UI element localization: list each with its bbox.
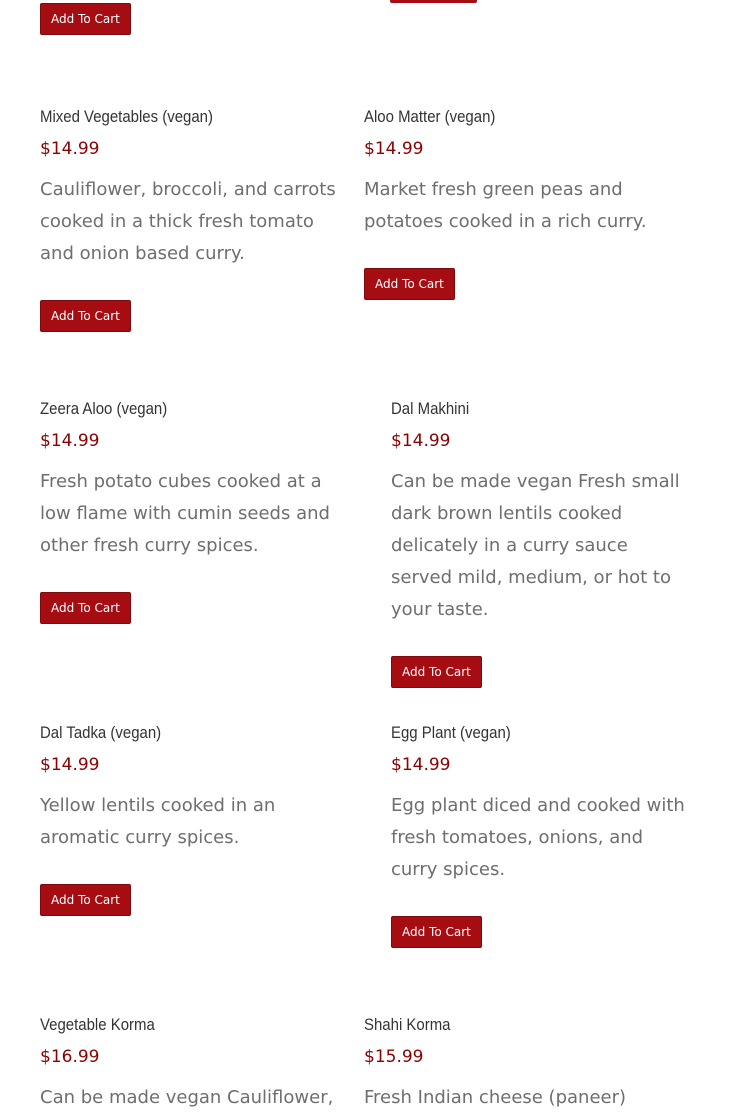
add-to-cart-button[interactable]: [390, 0, 477, 3]
add-to-cart-button[interactable]: Add To Cart: [40, 884, 131, 916]
item-price: $14.99: [391, 431, 451, 451]
item-description: Fresh potato cubes cooked at a low flame with cumin seeds and other fresh curry spices.: [40, 471, 330, 556]
item-price: $16.99: [40, 1047, 100, 1067]
item-name: Dal Makhini: [391, 399, 470, 418]
item-description: Market fresh green peas and potatoes cooked in a rich curry.: [364, 179, 647, 232]
add-to-cart-button[interactable]: Add To Cart: [391, 656, 482, 688]
item-price: $15.99: [364, 1047, 424, 1067]
item-name: Shahi Korma: [364, 1015, 451, 1034]
item-name: Mixed Vegetables (vegan): [40, 107, 213, 126]
item-price: $14.99: [391, 755, 451, 775]
item-name: Zeera Aloo (vegan): [40, 399, 168, 418]
item-name: Vegetable Korma: [40, 1015, 155, 1034]
item-name: Aloo Matter (vegan): [364, 107, 496, 126]
item-price: $14.99: [364, 139, 424, 159]
menu-item: [364, 106, 654, 300]
menu-item: [40, 1014, 340, 1114]
menu-item: [391, 398, 691, 688]
item-description: Cauliflower, broccoli, and carrots cooked in a thick fresh tomato and onion based curry.: [40, 179, 336, 264]
item-name: Egg Plant (vegan): [391, 723, 511, 742]
menu-item: [391, 722, 691, 948]
add-to-cart-button[interactable]: Add To Cart: [364, 268, 455, 300]
item-price: $14.99: [40, 139, 100, 159]
item-description: Can be made vegan Cauliflower,: [40, 1087, 334, 1108]
item-description: Yellow lentils cooked in an aromatic curry spices.: [40, 795, 276, 848]
item-description: Can be made vegan Fresh small dark brown lentils cooked delicately in a curry sauce served mild, medium, or hot to your taste.: [391, 471, 680, 620]
item-description: Fresh Indian cheese (paneer): [364, 1087, 627, 1108]
menu-item: [40, 722, 290, 916]
add-to-cart-button[interactable]: Add To Cart: [40, 300, 131, 332]
menu-item: [364, 1014, 664, 1114]
menu-item: [40, 398, 330, 624]
add-to-cart-button[interactable]: Add To Cart: [391, 916, 482, 948]
item-price: $14.99: [40, 755, 100, 775]
item-description: Egg plant diced and cooked with fresh tomatoes, onions, and curry spices.: [391, 795, 685, 880]
item-name: Dal Tadka (vegan): [40, 723, 162, 742]
add-to-cart-button[interactable]: Add To Cart: [40, 3, 131, 35]
menu-item: [40, 106, 340, 332]
add-to-cart-button[interactable]: Add To Cart: [40, 592, 131, 624]
item-price: $14.99: [40, 431, 100, 451]
